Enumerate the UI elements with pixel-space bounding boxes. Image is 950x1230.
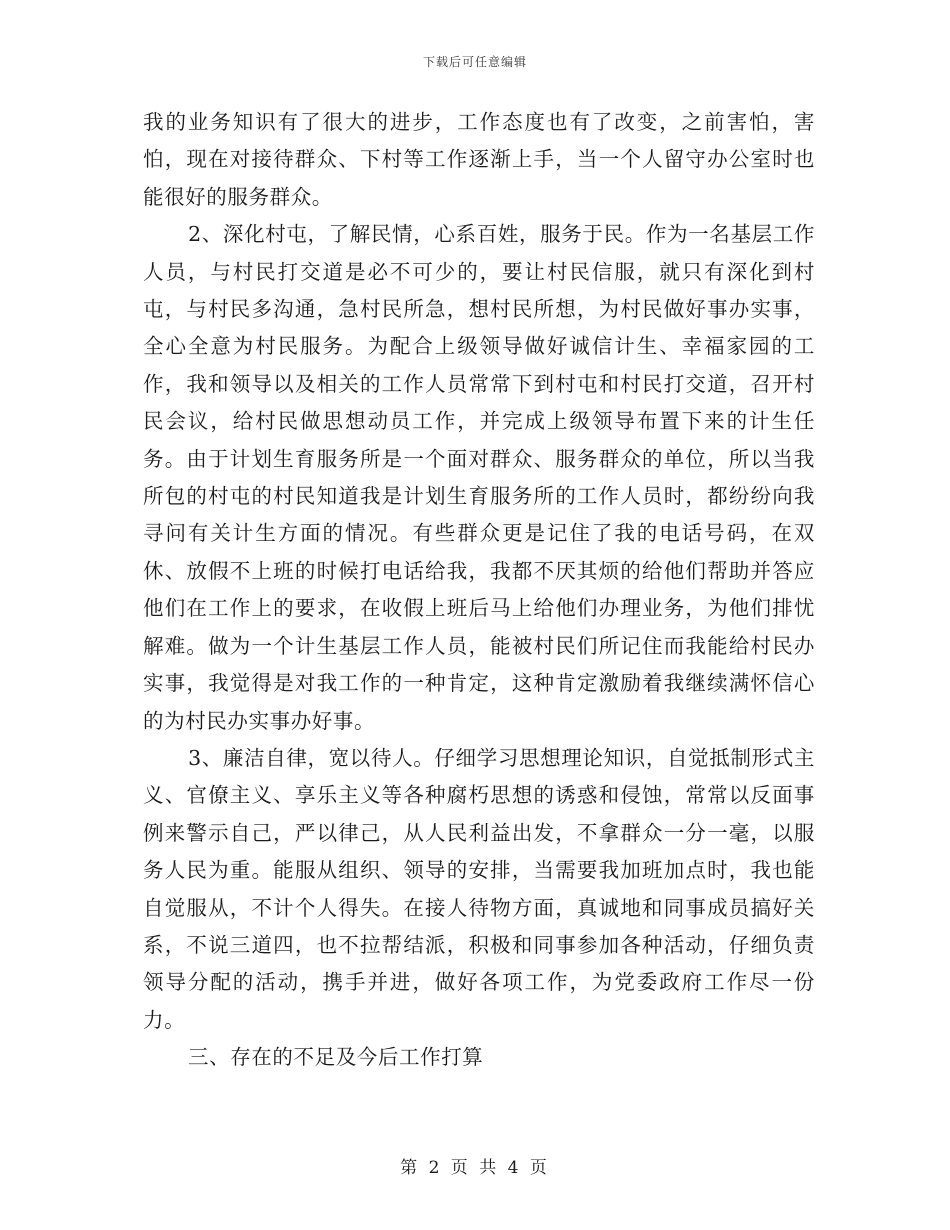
page-header: 下载后可任意编辑: [422, 55, 527, 69]
section-heading: 三、存在的不足及今后工作打算: [188, 1045, 484, 1070]
paragraph-item-3: 3、廉洁自律，宽以待人。仔细学习思想理论知识，自觉抵制形式主义、官僚主义、享乐主义等各种腐朽思想的诱惑和侵蚀，常常以反面事例来警示自己，严以律己，从人民利益出发，不拿群众一分一毫，以服务人民为重。能服从组织、领导的安排，当需要我加班加点时，我也能自觉服从，不计个人得失。在接人待物方面，真诚地和同事成员搞好关系，不说三道四，也不拉帮结派，积极和同事参加各种活动，仔细负责领导分配的活动，携手并进，做好各项工作，为党委政府工作尽一份力。: [143, 745, 815, 1032]
paragraph-continued: 我的业务知识有了很大的进步，工作态度也有了改变，之前害怕，害怕，现在对接待群众、下村等工作逐渐上手，当一个人留守办公室时也能很好的服务群众。: [143, 110, 815, 209]
paragraph-item-2: 2、深化村屯，了解民情，心系百姓，服务于民。作为一名基层工作人员，与村民打交道是必不可少的，要让村民信服，就只有深化到村屯，与村民多沟通，急村民所急，想村民所想，为村民做好事办实事，全心全意为村民服务。为配合上级领导做好诚信计生、幸福家园的工作，我和领导以及相关的工作人员常常下到村屯和村民打交道，召开村民会议，给村民做思想动员工作，并完成上级领导布置下来的计生任务。由于计划生育服务所是一个面对群众、服务群众的单位，所以当我所包的村屯的村民知道我是计划生育服务所的工作人员时，都纷纷向我寻问有关计生方面的情况。有些群众更是记住了我的电话号码，在双休、放假不上班的时候打电话给我，我都不厌其烦的给他们帮助并答应他们在工作上的要求，在收假上班后马上给他们办理业务，为他们排忧解难。做为一个计生基层工作人员，能被村民们所记住而我能给村民办实事，我觉得是对我工作的一种肯定，这种肯定激励着我继续满怀信心的为村民办实事办好事。: [143, 222, 815, 733]
document-body: [143, 104, 815, 1077]
page-number: 第 2 页 共 4 页: [400, 1158, 550, 1178]
